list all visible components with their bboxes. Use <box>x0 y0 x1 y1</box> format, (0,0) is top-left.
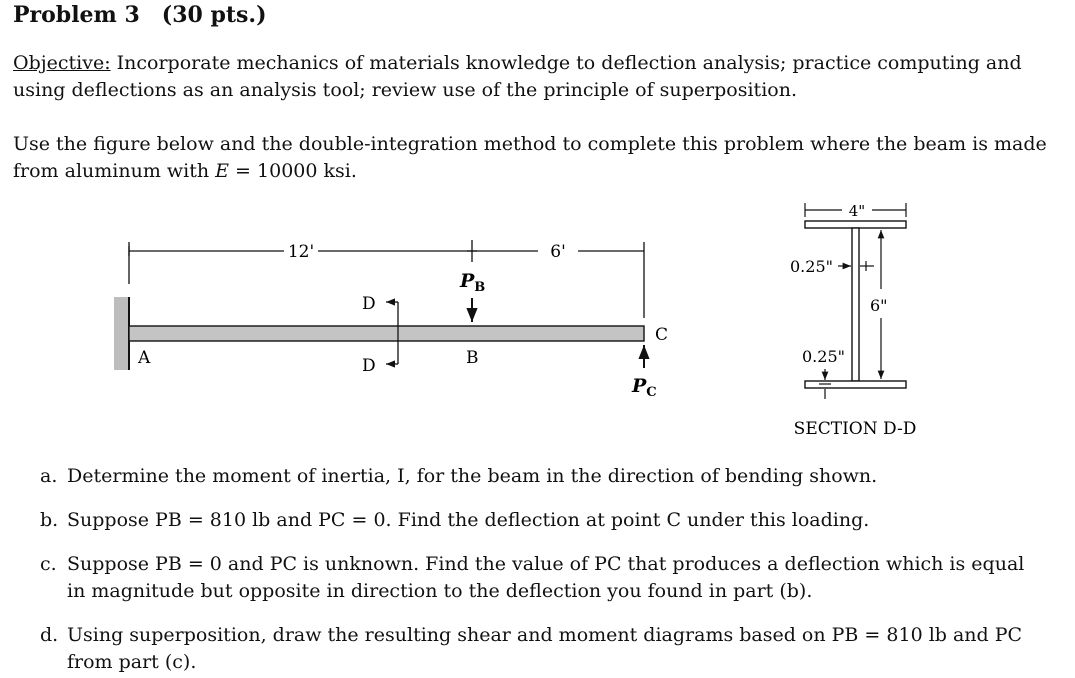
question-c-line-2: in magnitude but opposite in direction to the deflection you found in part (b). <box>67 580 813 602</box>
objective-label: Objective: <box>13 52 111 74</box>
web-thickness-label: 0.25" <box>802 347 845 366</box>
question-a <box>40 463 877 490</box>
objective-line-2: using deflections as an analysis tool; review use of the principle of superposition. <box>13 79 797 101</box>
fixed-support <box>114 297 129 370</box>
section-caption: SECTION D-D <box>793 419 917 439</box>
question-b-label: b. <box>40 509 59 531</box>
question-c-text-1: Suppose PB = 0 and PC is unknown. Find the value of PC that produces a deflection which is equal <box>67 553 1025 575</box>
question-d-text-1: Using superposition, draw the resulting shear and moment diagrams based on PB = 810 lb and PC <box>67 624 1023 646</box>
load-b-label: $P_B$ <box>460 270 486 295</box>
question-d <box>40 622 1022 649</box>
point-a-label: A <box>138 348 151 368</box>
question-a-text: Determine the moment of inertia, I, for the beam in the direction of bending shown. <box>67 465 878 487</box>
web-height-label: 6" <box>870 296 888 315</box>
dimension-bc: 6' <box>550 242 566 262</box>
problem-number: Problem 3 <box>13 2 140 28</box>
question-d-label: d. <box>40 624 59 646</box>
section-cut-bottom-label: D <box>362 356 376 376</box>
flange-width-label: 4" <box>848 202 866 220</box>
beam-body <box>129 326 644 341</box>
section-cut-top-label: D <box>362 294 376 314</box>
question-a-label: a. <box>40 465 58 487</box>
point-b-label: B <box>466 348 479 368</box>
load-c-label: $P_C$ <box>632 375 657 400</box>
point-c-label: C <box>655 325 669 345</box>
instructions-line-1: Use the figure below and the double-integration method to complete this problem where the beam is made <box>13 133 1047 155</box>
question-c-label: c. <box>40 553 57 575</box>
flange-thickness-label: 0.25" <box>790 257 833 276</box>
instructions-text-post: = 10000 ksi. <box>229 160 357 182</box>
dimension-ab: 12' <box>287 242 315 262</box>
modulus-symbol: E <box>215 160 230 182</box>
question-d-line-2: from part (c). <box>67 651 197 673</box>
objective-text-1: Incorporate mechanics of materials knowledge to deflection analysis; practice computing and <box>110 52 1022 74</box>
question-b <box>40 507 869 534</box>
instructions-text-pre: from aluminum with <box>13 160 216 182</box>
problem-points: (30 pts.) <box>161 2 267 28</box>
question-c <box>40 551 1024 578</box>
question-b-text: Suppose PB = 810 lb and PC = 0. Find the deflection at point C under this loading. <box>67 509 870 531</box>
